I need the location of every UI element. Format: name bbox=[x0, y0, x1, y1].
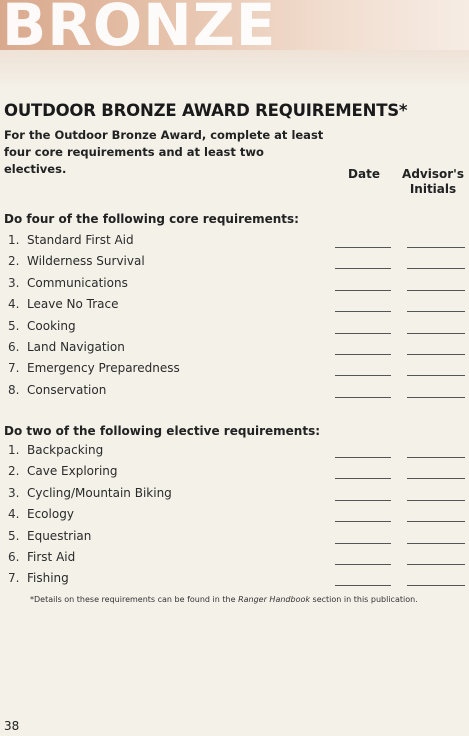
requirement-label: Emergency Preparedness bbox=[27, 361, 180, 376]
advisor-initials-blank-line[interactable] bbox=[407, 354, 465, 355]
date-blank-line[interactable] bbox=[335, 478, 391, 479]
advisor-initials-blank-line[interactable] bbox=[407, 290, 465, 291]
advisor-initials-blank-line[interactable] bbox=[407, 268, 465, 269]
initials-header-line-2: Initials bbox=[409, 182, 457, 196]
elective-requirement-row bbox=[0, 548, 469, 569]
requirement-number: 6. bbox=[8, 339, 20, 354]
footnote-text-after: section in this publication. bbox=[310, 595, 418, 604]
requirement-label: First Aid bbox=[27, 549, 76, 564]
page-number: 38 bbox=[4, 719, 20, 733]
requirement-label: Cycling/Mountain Biking bbox=[27, 485, 172, 500]
footnote bbox=[30, 595, 418, 604]
requirement-label: Ecology bbox=[27, 507, 74, 522]
footnote-book-title: Ranger Handbook bbox=[238, 595, 310, 604]
elective-requirement-row bbox=[0, 527, 469, 548]
requirement-label: Backpacking bbox=[27, 443, 104, 457]
date-blank-line[interactable] bbox=[335, 585, 391, 586]
advisor-initials-blank-line[interactable] bbox=[407, 247, 465, 248]
date-blank-line[interactable] bbox=[335, 333, 391, 334]
requirement-label: Land Navigation bbox=[27, 339, 125, 354]
date-blank-line[interactable] bbox=[335, 564, 391, 565]
elective-section-heading: Do two of the following elective requirements: bbox=[4, 424, 321, 438]
requirement-number: 3. bbox=[8, 275, 20, 290]
date-column-header: Date bbox=[348, 167, 380, 181]
core-section-heading: Do four of the following core requirements: bbox=[4, 212, 299, 226]
elective-requirements-list bbox=[0, 441, 469, 591]
requirement-number: 6. bbox=[8, 549, 20, 564]
date-blank-line[interactable] bbox=[335, 247, 391, 248]
requirement-number: 7. bbox=[8, 361, 20, 376]
requirement-label: Fishing bbox=[27, 571, 69, 586]
requirement-number: 4. bbox=[8, 507, 20, 522]
requirement-number: 2. bbox=[8, 464, 20, 479]
advisor-initials-blank-line[interactable] bbox=[407, 333, 465, 334]
advisor-initials-blank-line[interactable] bbox=[407, 543, 465, 544]
initials-column-header bbox=[398, 167, 468, 197]
requirement-label: Conservation bbox=[27, 382, 107, 397]
date-blank-line[interactable] bbox=[335, 290, 391, 291]
elective-requirement-row bbox=[0, 484, 469, 505]
core-requirements-list bbox=[0, 231, 469, 402]
requirement-label: Cooking bbox=[27, 318, 76, 333]
requirement-label: Leave No Trace bbox=[27, 297, 119, 312]
elective-requirement-row bbox=[0, 505, 469, 526]
footnote-text-before: *Details on these requirements can be found in the bbox=[30, 595, 239, 604]
elective-requirement-row bbox=[0, 462, 469, 483]
date-blank-line[interactable] bbox=[335, 375, 391, 376]
requirement-label: Standard First Aid bbox=[27, 233, 134, 247]
date-blank-line[interactable] bbox=[335, 500, 391, 501]
date-blank-line[interactable] bbox=[335, 521, 391, 522]
intro-line-2: four core requirements and at least two electives. bbox=[4, 145, 264, 176]
requirement-number: 2. bbox=[8, 254, 20, 269]
elective-requirement-row bbox=[0, 441, 469, 462]
advisor-initials-blank-line[interactable] bbox=[407, 585, 465, 586]
date-blank-line[interactable] bbox=[335, 268, 391, 269]
advisor-initials-blank-line[interactable] bbox=[407, 397, 465, 398]
advisor-initials-blank-line[interactable] bbox=[407, 478, 465, 479]
requirement-label: Communications bbox=[27, 275, 128, 290]
core-requirement-row bbox=[0, 295, 469, 316]
advisor-initials-blank-line[interactable] bbox=[407, 375, 465, 376]
requirement-number: 1. bbox=[8, 233, 20, 247]
core-requirement-row bbox=[0, 381, 469, 402]
core-requirement-row bbox=[0, 338, 469, 359]
core-requirement-row bbox=[0, 252, 469, 273]
requirement-label: Cave Exploring bbox=[27, 464, 118, 479]
requirement-number: 5. bbox=[8, 528, 20, 543]
core-requirement-row bbox=[0, 231, 469, 252]
elective-requirement-row bbox=[0, 569, 469, 590]
advisor-initials-blank-line[interactable] bbox=[407, 311, 465, 312]
core-requirement-row bbox=[0, 274, 469, 295]
requirement-number: 1. bbox=[8, 443, 20, 457]
advisor-initials-blank-line[interactable] bbox=[407, 521, 465, 522]
date-blank-line[interactable] bbox=[335, 311, 391, 312]
date-blank-line[interactable] bbox=[335, 354, 391, 355]
advisor-initials-blank-line[interactable] bbox=[407, 457, 465, 458]
core-requirement-row bbox=[0, 317, 469, 338]
requirement-number: 7. bbox=[8, 571, 20, 586]
intro-text bbox=[4, 127, 324, 178]
banner-word: BRONZE bbox=[2, 0, 277, 50]
advisor-initials-blank-line[interactable] bbox=[407, 564, 465, 565]
requirement-number: 8. bbox=[8, 382, 20, 397]
intro-line-1: For the Outdoor Bronze Award, complete at least bbox=[4, 128, 324, 142]
date-blank-line[interactable] bbox=[335, 543, 391, 544]
banner-fade bbox=[0, 50, 469, 90]
core-requirement-row bbox=[0, 359, 469, 380]
requirement-label: Equestrian bbox=[27, 528, 92, 543]
requirement-label: Wilderness Survival bbox=[27, 254, 145, 269]
date-blank-line[interactable] bbox=[335, 397, 391, 398]
date-blank-line[interactable] bbox=[335, 457, 391, 458]
requirement-number: 4. bbox=[8, 297, 20, 312]
requirement-number: 5. bbox=[8, 318, 20, 333]
header-banner bbox=[0, 0, 469, 50]
initials-header-line-1: Advisor's bbox=[402, 167, 464, 181]
page-title: OUTDOOR BRONZE AWARD REQUIREMENTS* bbox=[4, 101, 408, 120]
requirement-number: 3. bbox=[8, 485, 20, 500]
advisor-initials-blank-line[interactable] bbox=[407, 500, 465, 501]
